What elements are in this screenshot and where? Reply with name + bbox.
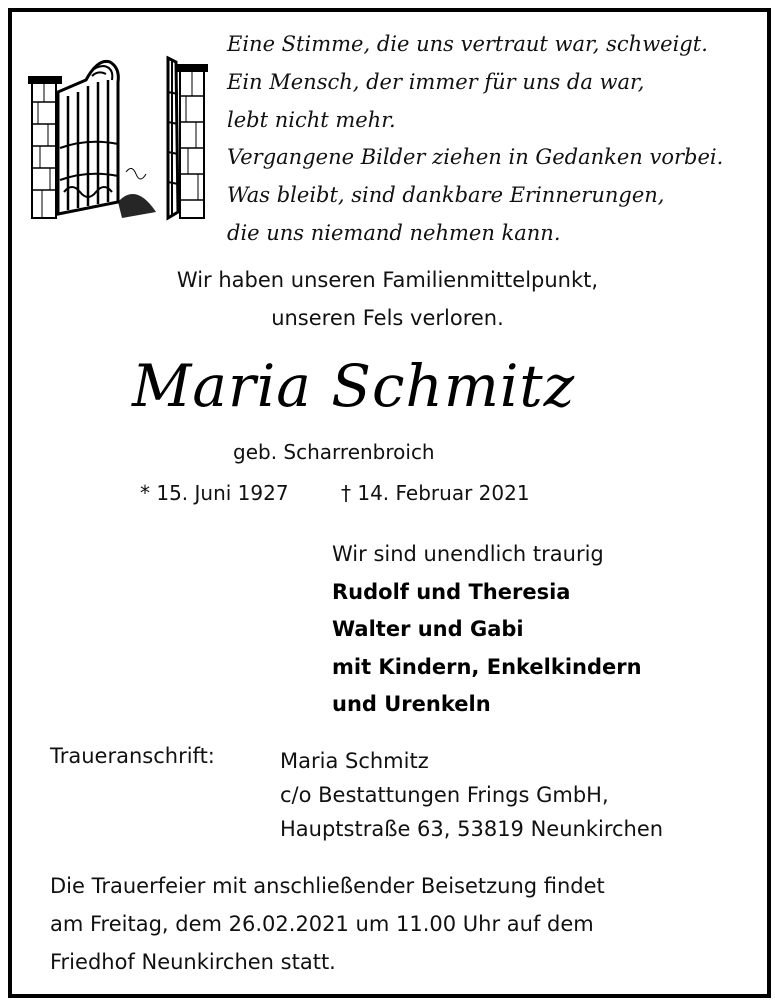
- mourners-block: [332, 536, 642, 724]
- mourner-name: Rudolf und Theresia: [332, 579, 571, 604]
- address-label: Traueranschrift:: [50, 744, 215, 768]
- deceased-name: Maria Schmitz: [132, 352, 576, 420]
- intro-line: Wir haben unseren Familienmittelpunkt,: [176, 268, 599, 292]
- mourner-name: Walter und Gabi: [332, 617, 524, 641]
- funeral-line: am Freitag, dem 26.02.2021 um 11.00 Uhr auf dem: [50, 912, 594, 936]
- poem-line: Was bleibt, sind dankbare Erinnerungen,: [227, 183, 665, 208]
- address-line: c/o Bestattungen Frings GmbH,: [280, 783, 609, 807]
- poem-line: die uns niemand nehmen kann.: [227, 220, 561, 245]
- maiden-name: geb. Scharrenbroich: [233, 440, 435, 464]
- address-block: [280, 744, 663, 846]
- open-gate-icon: [26, 52, 208, 222]
- death-date: † 14. Februar 2021: [341, 481, 530, 505]
- mourner-name: und Urenkeln: [332, 692, 491, 716]
- intro-line: unseren Fels verloren.: [271, 306, 504, 330]
- funeral-line: Die Trauerfeier mit anschließender Beisetzung findet: [50, 874, 605, 898]
- address-line: Maria Schmitz: [280, 749, 429, 773]
- address-line: Hauptstraße 63, 53819 Neunkirchen: [280, 817, 664, 841]
- poem-line: Ein Mensch, der immer für uns da war,: [227, 69, 645, 94]
- funeral-info: [50, 867, 605, 981]
- poem: [227, 26, 723, 253]
- mourner-name: mit Kindern, Enkelkindern: [332, 654, 642, 679]
- mourners-intro: Wir sind unendlich traurig: [332, 542, 604, 566]
- birth-date: * 15. Juni 1927: [140, 481, 289, 505]
- funeral-line: Friedhof Neunkirchen statt.: [50, 950, 336, 974]
- poem-line: lebt nicht mehr.: [227, 107, 396, 132]
- poem-line: Vergangene Bilder ziehen in Gedanken vorbei.: [227, 145, 724, 170]
- poem-line: Eine Stimme, die uns vertraut war, schweigt.: [227, 32, 708, 56]
